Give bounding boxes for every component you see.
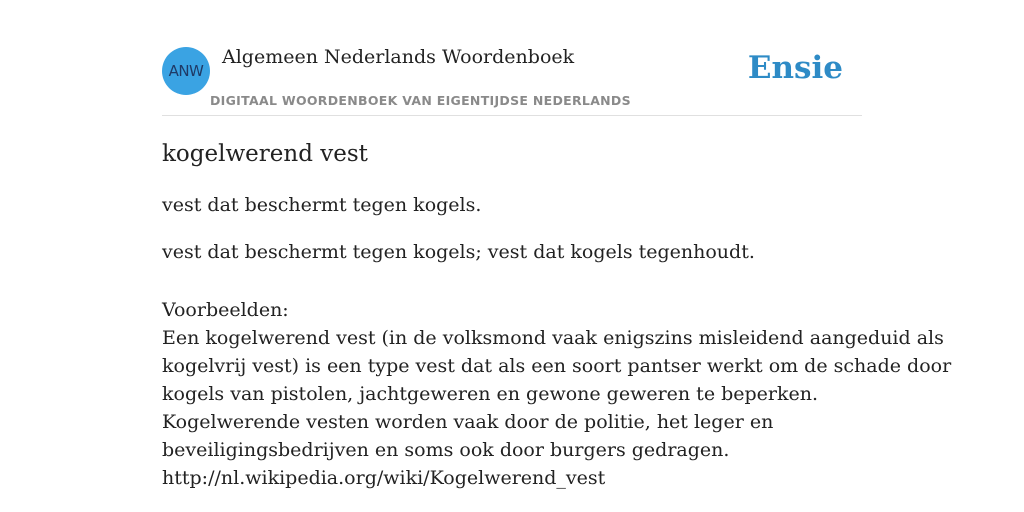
- example-line: kogels van pistolen, jachtgeweren en gewone geweren te beperken.: [162, 383, 819, 405]
- ensie-brand-logo[interactable]: Ensie: [747, 50, 843, 86]
- header-divider: [162, 115, 862, 116]
- example-line: Kogelwerende vesten worden vaak door de politie, het leger en: [162, 411, 774, 433]
- examples-label: Voorbeelden:: [162, 299, 289, 321]
- source-link[interactable]: http://nl.wikipedia.org/wiki/Kogelwerend_vest: [162, 467, 606, 489]
- example-line: beveiligingsbedrijven en soms ook door burgers gedragen.: [162, 439, 730, 461]
- example-line: Een kogelwerend vest (in de volksmond vaak enigszins misleidend aangeduid als: [162, 327, 944, 349]
- example-line: kogelvrij vest) is een type vest dat als een soort pantser werkt om de schade door: [162, 355, 952, 377]
- definition-1: vest dat beschermt tegen kogels.: [162, 194, 482, 216]
- examples-block: [162, 296, 952, 492]
- headword: kogelwerend vest: [162, 141, 368, 167]
- site-title[interactable]: Algemeen Nederlands Woordenboek: [222, 46, 575, 68]
- site-subtitle: DIGITAAL WOORDENBOEK VAN EIGENTIJDSE NEDERLANDS: [210, 93, 631, 108]
- definition-2: vest dat beschermt tegen kogels; vest dat kogels tegenhoudt.: [162, 241, 755, 263]
- anw-logo[interactable]: ANW: [162, 47, 210, 95]
